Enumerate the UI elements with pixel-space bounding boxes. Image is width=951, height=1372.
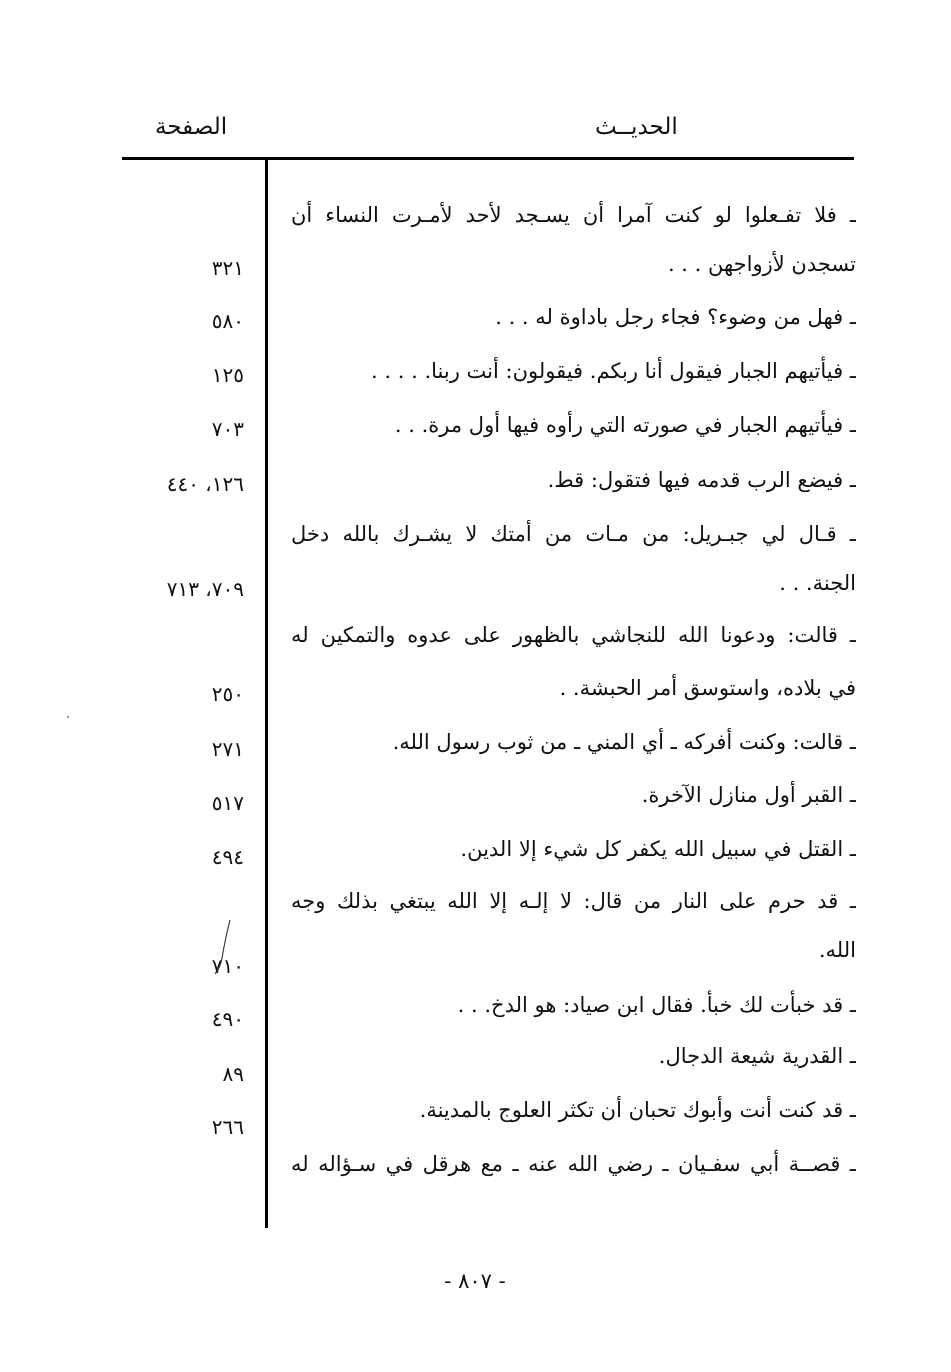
hadith-text-line: في بلاده، واستوسق أمر الحبشة. . <box>559 676 856 700</box>
hadith-text-line: ـ فهل من وضوء؟ فجاء رجل باداوة له . . . <box>495 305 856 329</box>
column-header-page: الصفحة <box>155 114 228 140</box>
page-reference: ٥٨٠ <box>211 309 244 333</box>
hadith-text-line: ـ فلا تفـعلوا لو كنت آمرا أن يسـجد لأحد لأمـرت النساء أن <box>291 203 856 227</box>
hadith-text-line: ـ قـال لي جبـريل: من مـات من أمتك لا يشـرك بالله دخل <box>291 522 856 546</box>
hadith-text-line: ـ القتل في سبيل الله يكفر كل شيء إلا الدين. <box>460 837 856 861</box>
page-reference: ٢٥٠ <box>211 682 244 706</box>
marginal-pen-stroke <box>212 918 232 976</box>
hadith-text-line: ـ فيأتيهم الجبار في صورته التي رأوه فيها أول مرة. . . <box>394 413 856 437</box>
page-reference: ٤٩٤ <box>211 845 244 869</box>
hadith-text-line: ـ قالت: ودعونا الله للنجاشي بالظهور على عدوه والتمكين له <box>291 623 856 647</box>
page-reference: ٤٩٠ <box>211 1007 244 1031</box>
page-reference: ٧٠٩، ٧١٣ <box>166 577 244 601</box>
page-reference: ٢٦٦ <box>211 1115 244 1139</box>
column-header-hadith: الحديــث <box>595 114 678 140</box>
hadith-text-line: ـ القدرية شيعة الدجال. <box>658 1044 856 1068</box>
hadith-text-line: الله. <box>818 938 856 962</box>
hadith-text-line: ـ القبر أول منازل الآخرة. <box>641 783 856 807</box>
page-reference: ٨٩ <box>222 1062 244 1086</box>
page-reference: ٧٠٣ <box>211 417 244 441</box>
hadith-text-line: الجنة. . . <box>779 571 856 595</box>
page-reference: ٣٢١ <box>211 256 244 280</box>
hadith-text-line: ـ قد خبأت لك خبأ. فقال ابن صياد: هو الدخ. . . <box>457 993 856 1017</box>
hadith-text-line: ـ فيأتيهم الجبار فيقول أنا ربكم. فيقولون: أنت ربنا. . . . . <box>371 359 856 383</box>
hadith-text-line: ـ قد كنت أنت وأبوك تحبان أن تكثر العلوج بالمدينة. <box>419 1098 856 1122</box>
hadith-text-line: ـ فيضع الرب قدمه فيها فتقول: قط. <box>547 468 856 492</box>
hadith-text-line: تسجدن لأزواجهن . . . <box>667 252 856 276</box>
page-reference: ٧١٠ <box>211 954 244 978</box>
scan-speck <box>67 716 69 718</box>
page-reference: ٢٧١ <box>211 737 244 761</box>
hadith-text-line: ـ قصــة أبي سفـيان ـ رضي الله عنه ـ مع هرقل في سـؤاله له <box>291 1152 856 1176</box>
hadith-text-line: ـ قد حرم على النار من قال: لا إلـه إلا الله يبتغي بذلك وجه <box>291 889 856 913</box>
page-reference: ١٢٦، ٤٤٠ <box>166 472 244 496</box>
page-number: - ٨٠٧ - <box>444 1269 506 1293</box>
page-reference: ٥١٧ <box>211 791 244 815</box>
page-reference: ١٢٥ <box>211 363 244 387</box>
hadith-text-line: ـ قالت: وكنت أفركه ـ أي المني ـ من ثوب رسول الله. <box>392 730 856 754</box>
